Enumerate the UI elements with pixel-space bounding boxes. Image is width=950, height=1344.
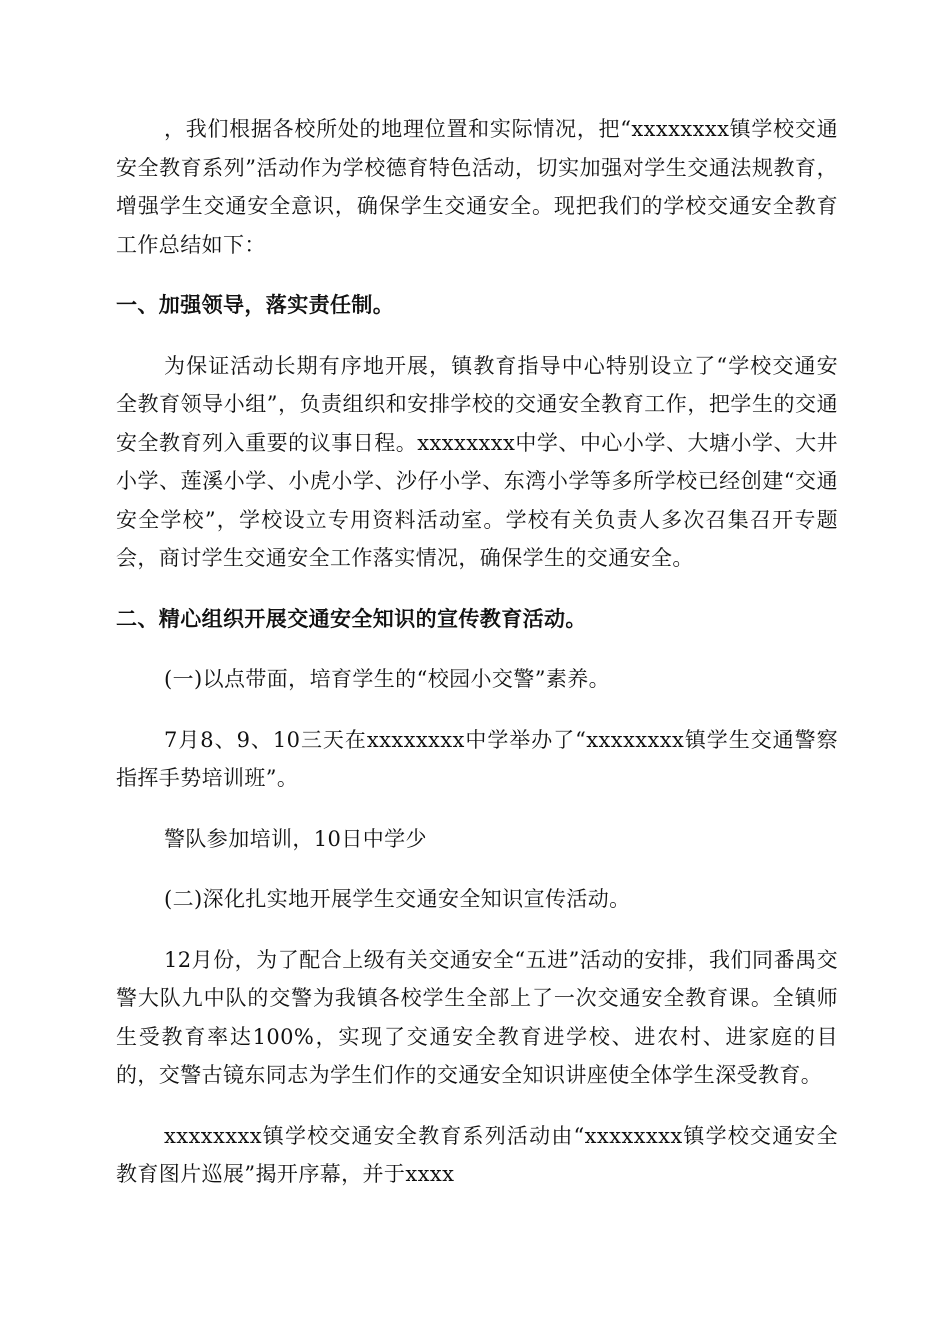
document-body	[116, 110, 838, 1194]
subsection-2: (二)深化扎实地开展学生交通安全知识宣传活动。	[164, 887, 631, 911]
paragraph-training: 7月8、9、10三天在xxxxxxxx中学举办了“xxxxxxxx镇学生交通警察指挥手势培训班”。	[116, 727, 838, 790]
paragraph-police-team: 警队参加培训，10日中学少	[164, 826, 427, 851]
paragraph-exhibition: xxxxxxxx镇学校交通安全教育系列活动由“xxxxxxxx镇学校交通安全教育图片巡展”揭开序幕，并于xxxx	[116, 1123, 838, 1186]
section-heading-2: 二、精心组织开展交通安全知识的宣传教育活动。	[116, 605, 587, 631]
paragraph-december: 12月份，为了配合上级有关交通安全“五进”活动的安排，我们同番禺交警大队九中队的交警为我镇各校学生全部上了一次交通安全教育课。全镇师生受教育率达100%，实现了交通安全教育进学校、进农村、进家庭的目的，交警古镜东同志为学生们作的交通安全知识讲座使全体学生深受教育。	[116, 947, 838, 1087]
section-heading-1: 一、加强领导，落实责任制。	[116, 292, 395, 317]
paragraph-leadership: 为保证活动长期有序地开展，镇教育指导中心特别设立了“学校交通安全教育领导小组”，负责组织和安排学校的交通安全教育工作，把学生的交通安全教育列入重要的议事日程。xxxxxxxx中学、中心小学、大塘小学、大井小学、莲溪小学、小虎小学、沙仔小学、东湾小学等多所学校已经创建“交通安全学校”，学校设立专用资料活动室。学校有关负责人多次召集召开专题会，商讨学生交通安全工作落实情况，确保学生的交通安全。	[116, 353, 838, 570]
paragraph-intro: ，我们根据各校所处的地理位置和实际情况，把“xxxxxxxx镇学校交通安全教育系列”活动作为学校德育特色活动，切实加强对学生交通法规教育，增强学生交通安全意识，确保学生交通安全。现把我们的学校交通安全教育工作总结如下：	[116, 117, 838, 257]
subsection-1: (一)以点带面，培育学生的“校园小交警”素养。	[164, 667, 611, 691]
